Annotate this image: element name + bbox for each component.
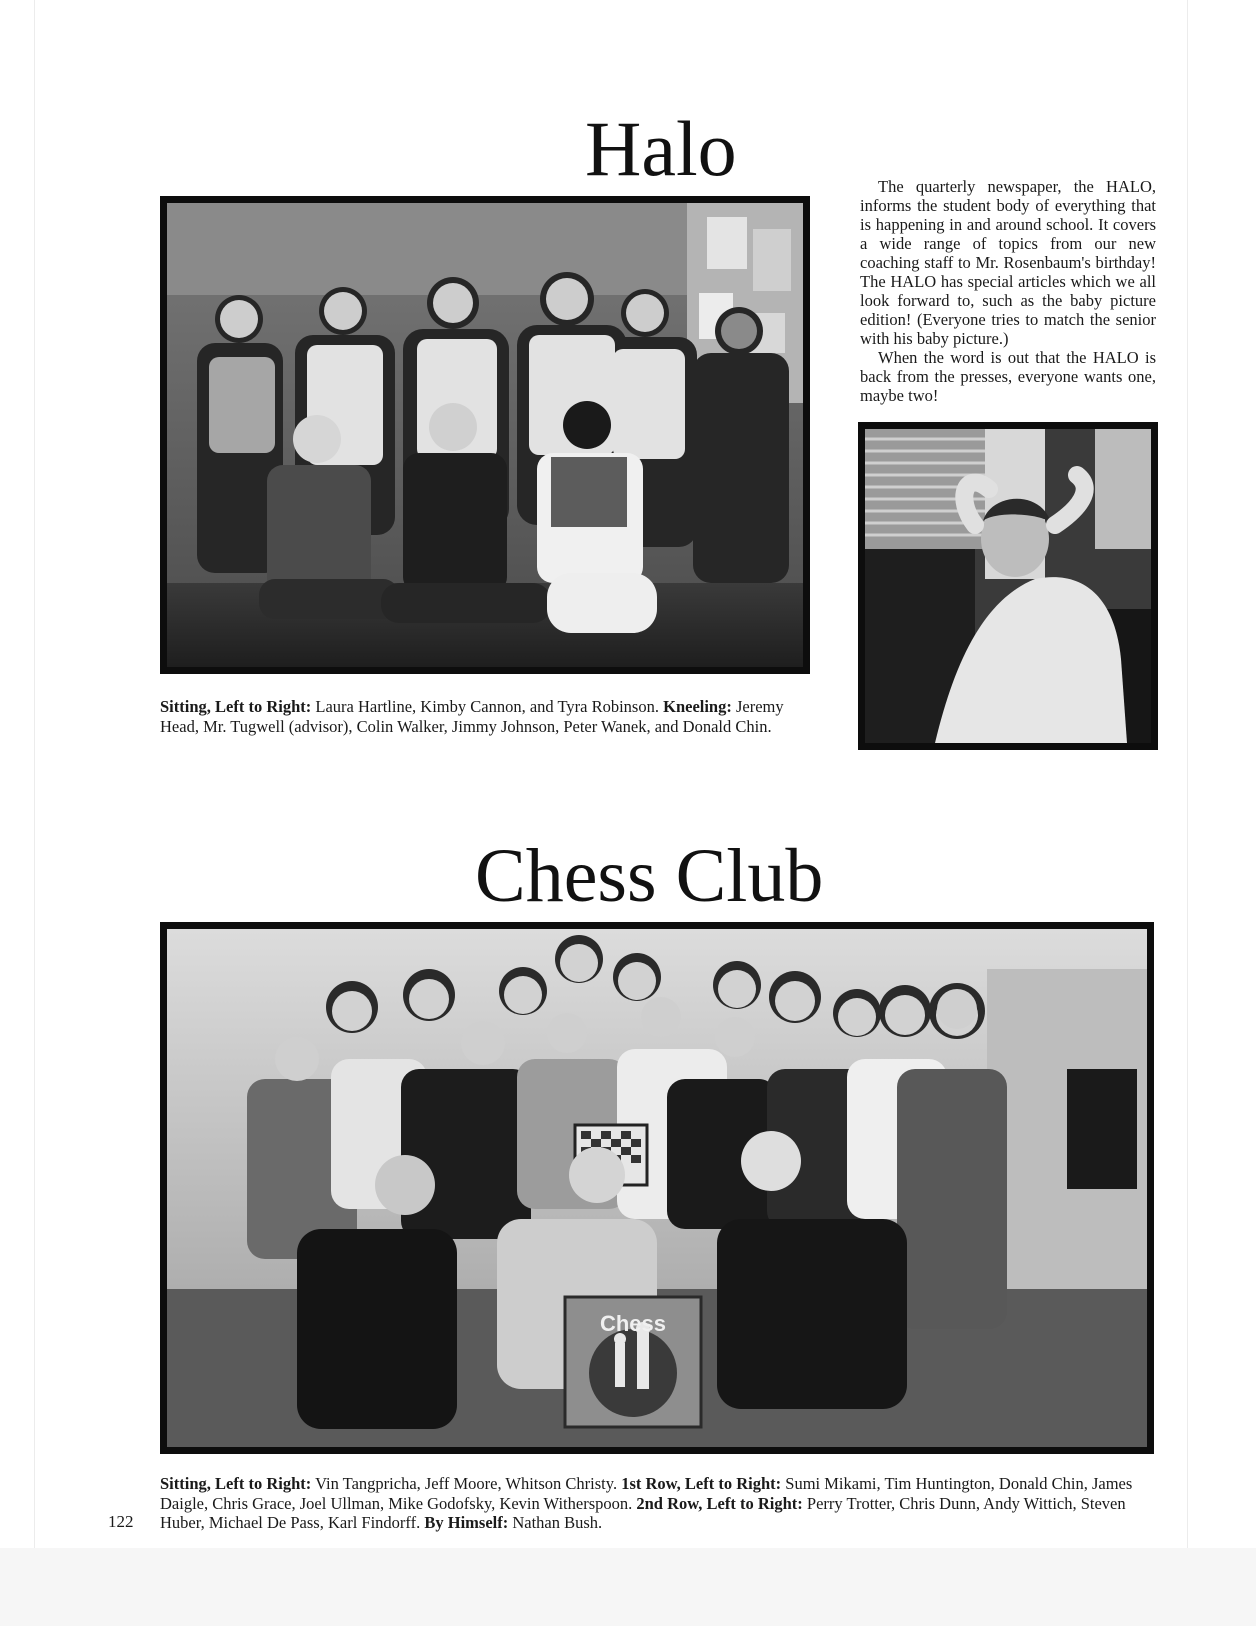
chess-caption-row1-names: Sumi Mikami, Tim Huntington, Donald Chin, James Daigle, Chris Grace, Joel Ullman, Mike Godofsky, Kevin Witherspoon. xyxy=(160,1474,1133,1513)
halo-caption-sitting-names: Laura Hartline, Kimby Cannon, and Tyra Robinson. xyxy=(311,697,664,716)
page-number: 122 xyxy=(108,1512,134,1531)
chess-club-photo-caption xyxy=(160,1474,1156,1533)
halo-photo-caption xyxy=(160,697,812,736)
chess-caption-sitting-names: Vin Tangpricha, Jeff Moore, Whitson Christy. xyxy=(311,1474,622,1493)
halo-caption-kneeling-names: Jeremy Head, Mr. Tugwell (advisor), Colin Walker, Jimmy Johnson, Peter Wanek, and Donald Chin. xyxy=(160,697,784,736)
halo-staff-group-photo xyxy=(160,196,810,674)
chess-club-group-photo xyxy=(160,922,1154,1454)
halo-article-paragraph: The quarterly newspaper, the HALO, informs the student body of everything that is happening in and around school. It covers a wide range of topics from our new coaching staff to Mr. Rosenbaum's birthday! The HALO has special articles which we all look forward to, such as the baby picture edition! (Everyone tries to match the senior with his baby picture.) xyxy=(860,177,1156,348)
chess-caption-row2-names: Perry Trotter, Chris Dunn, Andy Wittich, Steven Huber, Michael De Pass, Karl Findorff. xyxy=(160,1493,1126,1533)
halo-caption-sitting-label: Sitting, Left to Right: xyxy=(160,697,312,716)
chess-caption-row2-label: 2nd Row, Left to Right: xyxy=(636,1493,803,1513)
chess-caption-himself-names: Nathan Bush. xyxy=(508,1513,603,1533)
page-bottom-margin xyxy=(0,1548,1256,1626)
halo-candid-photo xyxy=(858,422,1158,750)
chess-caption-sitting-label: Sitting, Left to Right: xyxy=(160,1474,312,1493)
halo-article-text xyxy=(860,177,1156,405)
halo-article-paragraph: When the word is out that the HALO is back from the presses, everyone wants one, maybe two! xyxy=(860,348,1156,405)
chess-club-section-title: Chess Club xyxy=(475,834,824,918)
chess-caption-himself-label: By Himself: xyxy=(424,1513,509,1533)
chess-caption-row1-label: 1st Row, Left to Right: xyxy=(621,1474,782,1493)
halo-group-photo-image xyxy=(167,203,803,667)
halo-section-title: Halo xyxy=(585,105,737,192)
chess-club-photo-image xyxy=(167,929,1147,1447)
halo-candid-photo-image xyxy=(865,429,1151,743)
chess-box-label: Chess xyxy=(599,1311,667,1336)
halo-caption-kneeling-label: Kneeling: xyxy=(663,697,732,716)
